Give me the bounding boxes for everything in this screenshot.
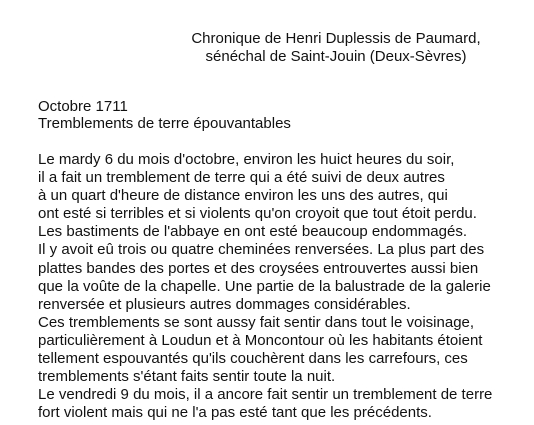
body-line: Les bastiments de l'abbaye en ont esté beaucoup endommagés. <box>38 223 467 241</box>
body-line: à un quart d'heure de distance environ les uns des autres, qui <box>38 187 448 205</box>
body-line: Il y avoit eû trois ou quatre cheminées renversées. La plus part des <box>38 241 485 259</box>
heading-date: Octobre 1711 <box>38 98 128 115</box>
body-line: Le vendredi 9 du mois, il a ancore fait sentir un tremblement de terre <box>38 386 493 404</box>
section-heading <box>38 98 291 132</box>
body-line: Le mardy 6 du mois d'octobre, environ les huict heures du soir, <box>38 151 455 168</box>
body-line: tellement espouvantés qu'ils couchèrent dans les carrefours, ces <box>38 350 468 368</box>
header-line-title: sénéchal de Saint-Jouin (Deux-Sèvres) <box>205 48 467 65</box>
body-line: renversée et plusieurs autres dommages considérables. <box>38 295 411 313</box>
body-line: que la voûte de la chapelle. Une partie de la balustrade de la galerie <box>38 277 491 295</box>
document-body <box>38 151 528 422</box>
header-line-author: Chronique de Henri Duplessis de Paumard, <box>191 30 481 47</box>
body-line: tremblements s'étant faits sentir toute la nuit. <box>38 368 336 386</box>
body-line: fort violent mais qui ne l'a pas esté tant que les précédents. <box>38 404 432 422</box>
body-line: particulièrement à Loudun et à Moncontour où les habitants étoient <box>38 331 483 349</box>
body-line: ont esté si terribles et si violents qu'on croyoit que tout étoit perdu. <box>38 205 477 223</box>
body-line: plattes bandes des portes et des croysées entrouvertes aussi bien <box>38 259 479 277</box>
body-line: Ces tremblements se sont aussy fait sentir dans tout le voisinage, <box>38 313 475 331</box>
body-line: il a fait un tremblement de terre qui a été suivi de deux autres <box>38 169 445 187</box>
heading-title: Tremblements de terre épouvantables <box>38 115 291 132</box>
document-header <box>186 30 486 66</box>
